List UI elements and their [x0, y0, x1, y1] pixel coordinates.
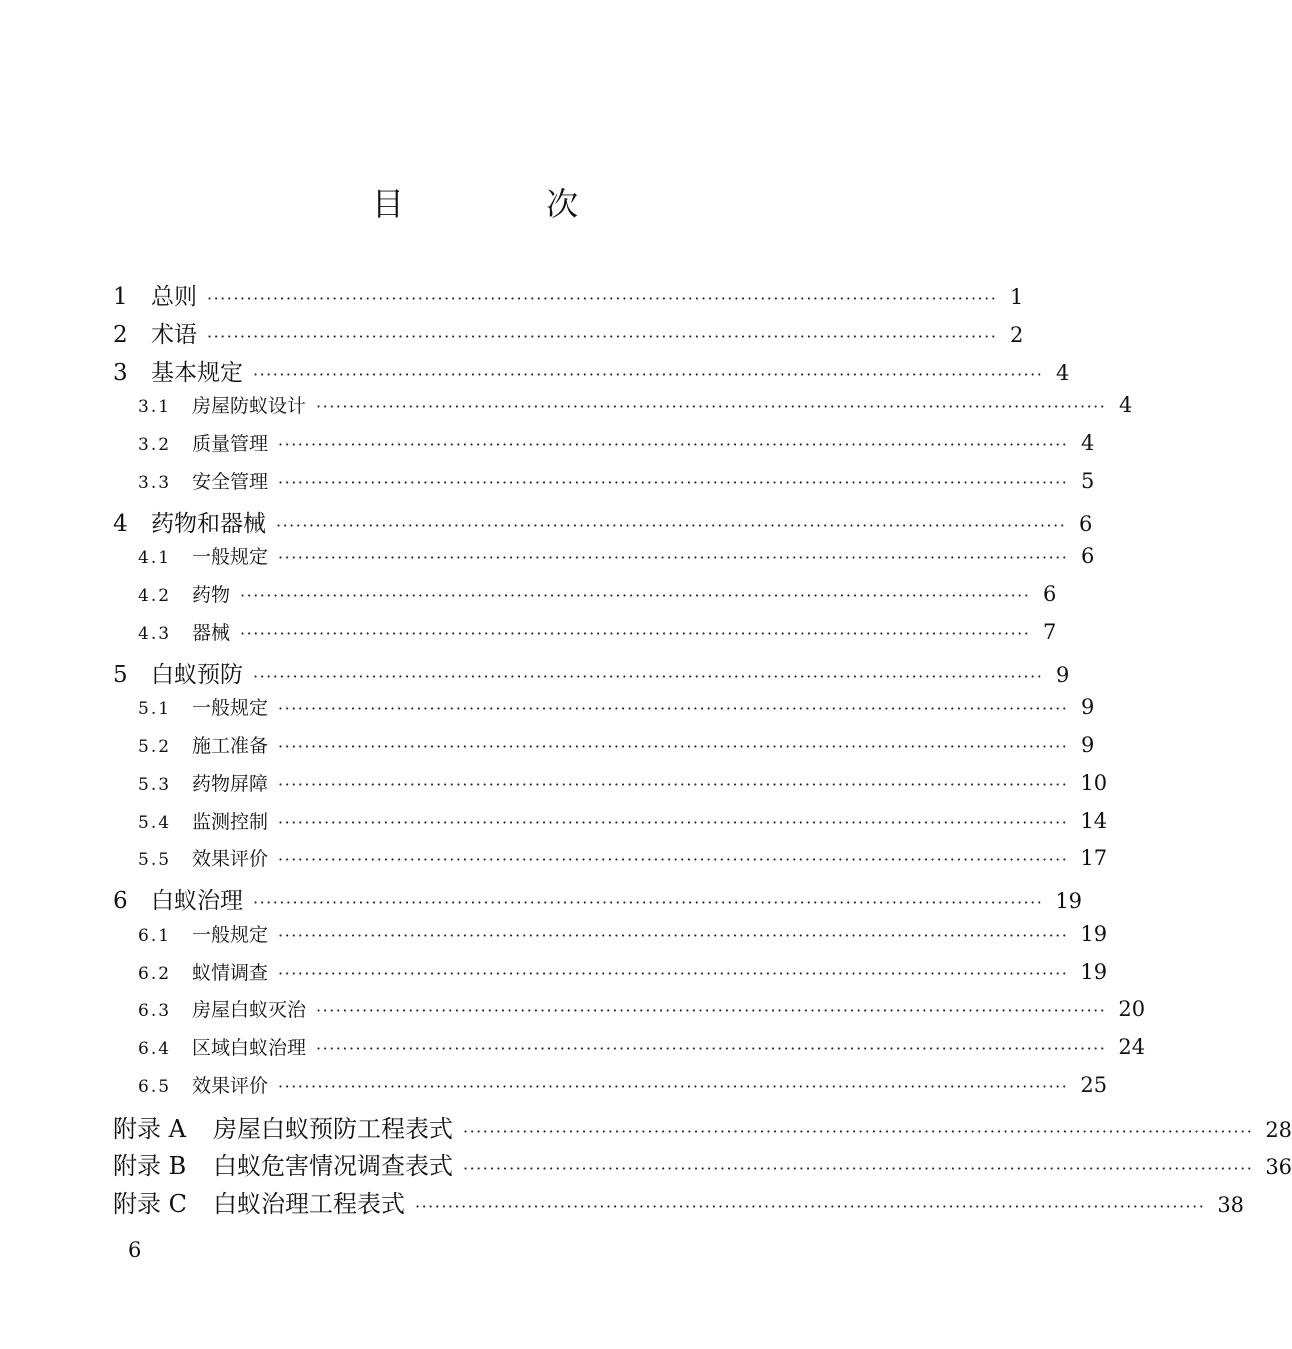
toc-number: 6.3	[138, 1001, 172, 1022]
toc-page-number: 5	[1080, 468, 1095, 493]
toc-title: 效果评价	[192, 1074, 269, 1097]
toc-row[interactable]	[113, 354, 1070, 392]
toc-number: 5.2	[138, 737, 172, 757]
toc-leader-dots: ························································································································	[316, 1039, 1107, 1058]
toc-title: 白蚁危害情况调查表式	[213, 1152, 453, 1181]
toc-page-number: 17	[1080, 846, 1108, 871]
toc-row[interactable]	[113, 542, 1095, 580]
toc-row[interactable]	[113, 844, 1108, 882]
toc-row[interactable]	[113, 580, 1057, 618]
toc-page-number: 25	[1080, 1072, 1108, 1097]
toc-leader-dots: ························································································································	[253, 893, 1044, 912]
toc-row[interactable]	[113, 807, 1108, 845]
toc-title: 术语	[151, 321, 197, 348]
toc-leader-dots: ························································································································	[316, 1001, 1107, 1021]
toc-leader-dots: ························································································································	[278, 1076, 1069, 1096]
toc-leader-dots: ························································································································	[240, 623, 1031, 643]
toc-leader-dots: ························································································································	[278, 737, 1069, 756]
toc-title: 器械	[192, 621, 231, 644]
toc-page-number: 24	[1118, 1035, 1146, 1059]
toc-page-number: 36	[1265, 1155, 1292, 1180]
toc-page-number: 9	[1080, 733, 1095, 757]
toc-title: 区域白蚁治理	[192, 1037, 307, 1059]
toc-leader-dots: ························································································································	[316, 397, 1107, 417]
table-of-contents	[113, 278, 1292, 1222]
toc-title: 白蚁预防	[151, 661, 243, 688]
toc-row[interactable]	[113, 656, 1070, 694]
toc-row-appendix[interactable]	[113, 1184, 1245, 1222]
toc-leader-dots: ························································································································	[278, 925, 1069, 945]
toc-number: 附录 A	[113, 1114, 186, 1143]
toc-title: 白蚁治理	[151, 888, 243, 914]
toc-page-number: 6	[1042, 582, 1057, 606]
toc-title: 房屋白蚁灭治	[192, 999, 307, 1022]
toc-leader-dots: ························································································································	[278, 472, 1069, 492]
toc-page-number: 20	[1118, 997, 1146, 1022]
toc-page-number: 4	[1080, 431, 1095, 455]
toc-page-number: 4	[1118, 393, 1133, 418]
toc-title: 一般规定	[192, 923, 269, 946]
toc-row[interactable]	[113, 391, 1133, 429]
toc-leader-dots: ························································································································	[463, 1159, 1254, 1179]
toc-number: 3	[113, 359, 128, 386]
toc-title: 施工准备	[192, 735, 269, 757]
toc-row[interactable]	[113, 958, 1108, 996]
toc-number: 6.1	[138, 925, 172, 946]
toc-leader-dots: ························································································································	[278, 699, 1069, 719]
toc-leader-dots: ························································································································	[278, 850, 1069, 870]
toc-number: 5.4	[138, 812, 172, 833]
toc-title: 药物	[192, 584, 231, 606]
toc-number: 6.2	[138, 963, 172, 984]
toc-page-number: 9	[1080, 695, 1095, 720]
toc-leader-dots: ························································································································	[240, 586, 1031, 605]
toc-number: 5.1	[138, 699, 172, 720]
toc-leader-dots: ························································································································	[463, 1121, 1254, 1141]
page-number: 6	[128, 1238, 142, 1262]
toc-number: 6.5	[138, 1076, 172, 1097]
toc-number: 4.2	[138, 586, 172, 606]
toc-title: 房屋白蚁预防工程表式	[213, 1114, 453, 1143]
toc-title: 房屋防蚁设计	[192, 395, 307, 418]
toc-page-number: 28	[1265, 1117, 1292, 1142]
toc-title: 安全管理	[192, 470, 269, 493]
toc-page-number: 6	[1080, 544, 1095, 569]
toc-leader-dots: ························································································································	[207, 289, 998, 308]
toc-number: 1	[113, 284, 128, 310]
toc-number: 附录 C	[113, 1190, 187, 1218]
toc-number: 4.1	[138, 548, 172, 569]
page-title: 目 次	[371, 185, 645, 223]
toc-page-number: 10	[1080, 770, 1108, 795]
toc-page-number: 2	[1009, 322, 1024, 347]
toc-number: 附录 B	[113, 1152, 187, 1181]
toc-row[interactable]	[113, 618, 1057, 656]
toc-row[interactable]	[113, 316, 1024, 354]
toc-title: 白蚁治理工程表式	[213, 1190, 405, 1218]
toc-leader-dots: ························································································································	[415, 1197, 1206, 1216]
toc-page-number: 14	[1080, 808, 1108, 833]
toc-leader-dots: ························································································································	[278, 548, 1069, 568]
toc-row[interactable]	[113, 278, 1024, 316]
toc-number: 4	[113, 510, 128, 537]
toc-leader-dots: ························································································································	[278, 774, 1069, 794]
toc-number: 5.3	[138, 774, 172, 795]
toc-title: 效果评价	[192, 848, 269, 871]
toc-number: 2	[113, 321, 128, 348]
toc-page-number: 19	[1055, 889, 1083, 913]
toc-row[interactable]	[113, 882, 1083, 920]
toc-row[interactable]	[113, 920, 1108, 958]
toc-title: 一般规定	[192, 697, 269, 720]
toc-number: 3.3	[138, 472, 172, 493]
toc-leader-dots: ························································································································	[207, 326, 998, 346]
toc-row[interactable]	[113, 995, 1146, 1033]
toc-row[interactable]	[113, 731, 1095, 769]
toc-leader-dots: ························································································································	[278, 435, 1069, 454]
toc-row-appendix[interactable]	[113, 1146, 1292, 1184]
toc-number: 5	[113, 661, 128, 688]
toc-row[interactable]	[113, 1033, 1146, 1071]
toc-row[interactable]	[113, 769, 1108, 807]
toc-title: 质量管理	[192, 433, 269, 455]
toc-title: 基本规定	[151, 359, 243, 386]
toc-row-appendix[interactable]	[113, 1109, 1292, 1147]
toc-title: 药物屏障	[192, 772, 269, 795]
toc-number: 4.3	[138, 623, 172, 644]
toc-row[interactable]	[113, 467, 1095, 505]
toc-number: 6	[113, 888, 128, 914]
toc-number: 3.1	[138, 397, 172, 418]
toc-page-number: 19	[1080, 921, 1108, 946]
toc-row[interactable]	[113, 429, 1095, 467]
toc-leader-dots: ························································································································	[278, 812, 1069, 832]
toc-page-number: 38	[1217, 1193, 1245, 1217]
toc-title: 监测控制	[192, 810, 269, 833]
toc-row[interactable]	[113, 505, 1093, 543]
toc-leader-dots: ························································································································	[253, 666, 1044, 686]
toc-row[interactable]	[113, 1071, 1108, 1109]
toc-number: 6.4	[138, 1039, 172, 1059]
toc-number: 3.2	[138, 435, 172, 455]
toc-leader-dots: ························································································································	[278, 963, 1069, 983]
toc-page-number: 7	[1042, 619, 1057, 644]
toc-row[interactable]	[113, 693, 1095, 731]
toc-page-number: 6	[1078, 511, 1093, 536]
toc-page-number: 4	[1055, 360, 1070, 385]
toc-title: 药物和器械	[151, 510, 266, 537]
toc-title: 一般规定	[192, 546, 269, 569]
toc-leader-dots: ························································································································	[276, 515, 1067, 535]
toc-page-number: 9	[1055, 662, 1070, 687]
toc-page-number: 19	[1080, 959, 1108, 984]
toc-number: 5.5	[138, 850, 172, 871]
toc-page-number: 1	[1009, 285, 1024, 309]
toc-title: 蚁情调查	[192, 961, 269, 984]
toc-title: 总则	[151, 284, 197, 310]
toc-leader-dots: ························································································································	[253, 364, 1044, 384]
